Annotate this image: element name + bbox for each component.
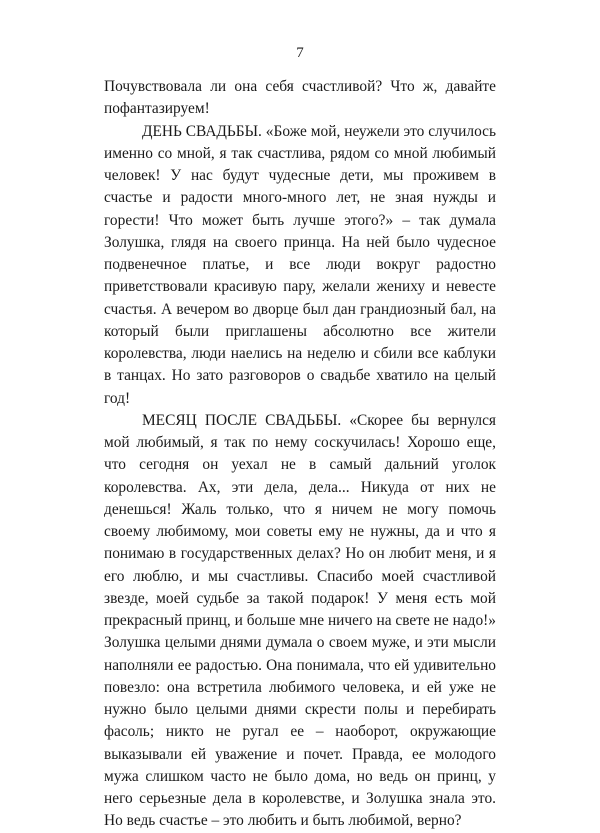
text-line: человек! У нас будут чудесные дети, мы проживем в xyxy=(104,167,496,184)
text-line: мужа слишком часто не было дома, но ведь он принц, у xyxy=(104,767,496,785)
text-line: подвенечное платье, и все люди вокруг радостно xyxy=(104,256,496,273)
body-text xyxy=(104,76,496,833)
text-line: счастья. А вечером во дворце был дан грандиозный бал, на xyxy=(104,300,496,318)
text-line: Но ведь счастье – это любить и быть любимой, верно? xyxy=(104,812,462,830)
text-line: королевства, люди наелись на неделю и сбили все каблуки xyxy=(104,345,496,362)
text-line: ДЕНЬ СВАДЬБЫ. «Боже мой, неужели это случилось xyxy=(142,122,496,140)
text-line: выказывали ей уважение и почет. Правда, ее молодого xyxy=(104,745,496,763)
text-line: в танцах. Но зато разговоров о свадьбе хватило на целый xyxy=(104,367,496,385)
text-line: Золушка целыми днями думала о своем муже, и эти мысли xyxy=(104,634,496,652)
text-line: фасоль; никто не ругал ее – наоборот, окружающие xyxy=(104,723,496,741)
text-line: наполняли ее радостью. Она понимала, что ей удивительно xyxy=(104,656,496,674)
text-line: повезло: она встретила любимого человека, и ей уже не xyxy=(104,678,496,696)
text-line: Почувствовала ли она себя счастливой? Что ж, давайте xyxy=(104,78,496,95)
text-line: королевства. Ах, эти дела, дела... Никуда от них не xyxy=(104,478,496,496)
text-line: именно со мной, я так счастлива, рядом со мной любимый xyxy=(104,144,496,162)
text-line: прекрасный принц, и больше мне ничего на свете не надо!» xyxy=(104,612,496,629)
text-line: него серьезные дела в королевстве, и Золушка знала это. xyxy=(104,790,496,807)
text-line: его люблю, и мы счастливы. Спасибо моей счастливой xyxy=(104,567,496,585)
text-line: звезде, моей судьбе за такой подарок! У меня есть мой xyxy=(104,589,496,607)
text-line: понимаю в государственных делах? Но он любит меня, и я xyxy=(104,545,496,563)
text-line: что сегодня он уехал не в самый дальний уголок xyxy=(104,456,496,474)
text-line: год! xyxy=(104,389,131,407)
text-line: Золушка, глядя на своего принца. На ней было чудесное xyxy=(104,233,496,251)
text-line: своему любимому, мои советы ему не нужны, да и что я xyxy=(104,523,496,540)
page-number: 7 xyxy=(296,45,304,61)
text-line: который были приглашены абсолютно все жители xyxy=(104,322,496,340)
text-line: мой любимый, я так по нему соскучилась! Хорошо еще, xyxy=(104,434,496,451)
text-line: пофантазируем! xyxy=(104,100,210,118)
text-line: денешься! Жаль только, что я ничем не могу помочь xyxy=(104,500,496,518)
text-line: МЕСЯЦ ПОСЛЕ СВАДЬБЫ. «Скорее бы вернулся xyxy=(142,411,496,429)
text-line: горести! Что может быть лучше этого?» – так думала xyxy=(104,211,496,229)
text-line: нужно было целыми днями скрести полы и перебирать xyxy=(104,701,496,718)
text-line: приветствовали красивую пару, желали жениху и невесте xyxy=(104,278,496,296)
text-line: счастье и радости много-много лет, не зная нужды и xyxy=(104,189,496,207)
